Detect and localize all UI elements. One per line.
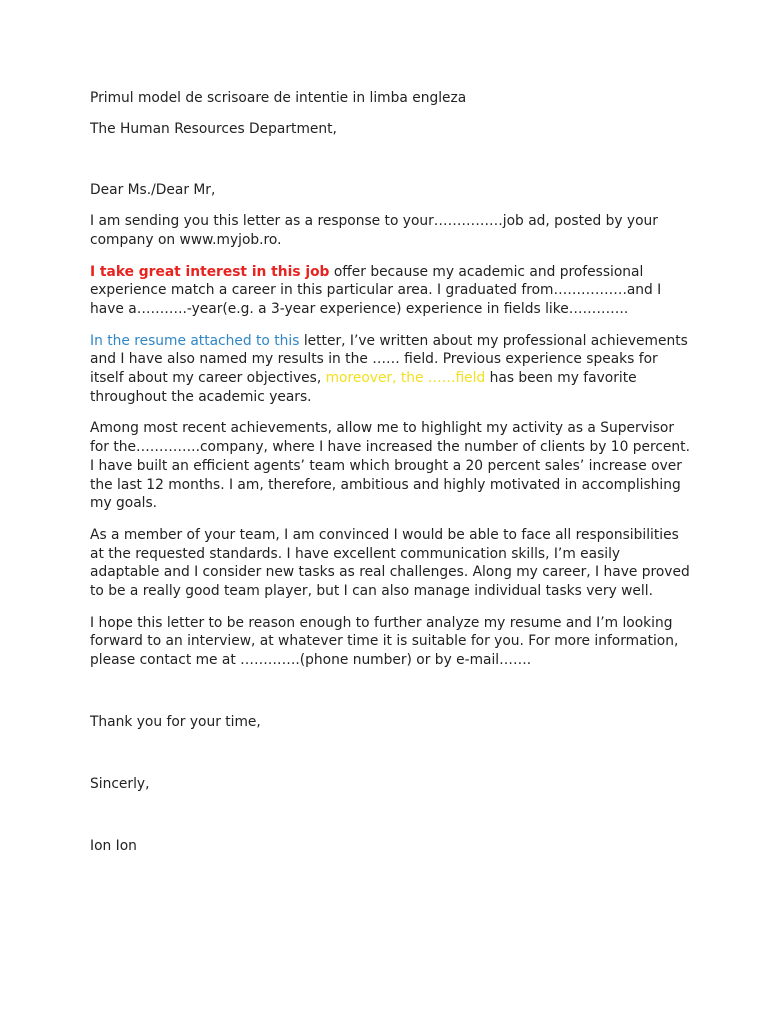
greeting: Dear Ms./Dear Mr, (90, 182, 216, 199)
paragraph-2 (90, 263, 690, 319)
document-title: Primul model de scrisoare de intentie in limba engleza (90, 90, 467, 106)
paragraph-3 (90, 332, 690, 407)
signoff: Sincerly, (90, 775, 150, 792)
paragraph-3-text: letter, I’ve written about my professional achievements and I have also named my results in the …… field. Previous experience speaks for itself about my career objectives, (90, 332, 688, 387)
paragraph-5: As a member of your team, I am convinced I would be able to face all responsibilities at the requested standards. I have excellent communication skills, I’m easily adaptable and I consider new tasks as real challenges. Along my career, I have proved to be a really good team player, but I can also manage individual tasks very well. (90, 526, 690, 600)
closing-line: Thank you for your time, (90, 713, 261, 730)
highlight-red-text: I take great interest in this job (90, 263, 330, 280)
paragraph-3-end: has been my favorite throughout the academic years. (90, 370, 637, 405)
paragraph-2-text: offer because my academic and professional experience match a career in this particular area. I graduated from…………….and I have a………..-year(e.g. a 3-year experience) experience in fields like…………. (90, 263, 662, 317)
letter-body (90, 89, 690, 869)
paragraph-6: I hope this letter to be reason enough to further analyze my resume and I’m looking forward to an interview, at whatever time it is suitable for you. For more information, please contact me at ………….(phone number) or by e-mail……. (90, 614, 679, 669)
paragraph-4: Among most recent achievements, allow me to highlight my activity as a Supervisor for the…………..company, where I have increased the number of clients by 10 percent. I have built an efficient agents’ team which brought a 20 percent sales’ increase over the last 12 months. I am, therefore, ambitious and highly motivated in accomplishing my goals. (90, 420, 690, 512)
signature: Ion Ion (90, 838, 137, 855)
highlight-blue-text: In the resume attached to this (90, 332, 300, 349)
highlight-yellow-text: moreover, the ……field (325, 370, 486, 387)
paragraph-1: I am sending you this letter as a response to your……………job ad, posted by your company on www.myjob.ro. (90, 213, 658, 248)
recipient-department: The Human Resources Department, (90, 120, 337, 137)
